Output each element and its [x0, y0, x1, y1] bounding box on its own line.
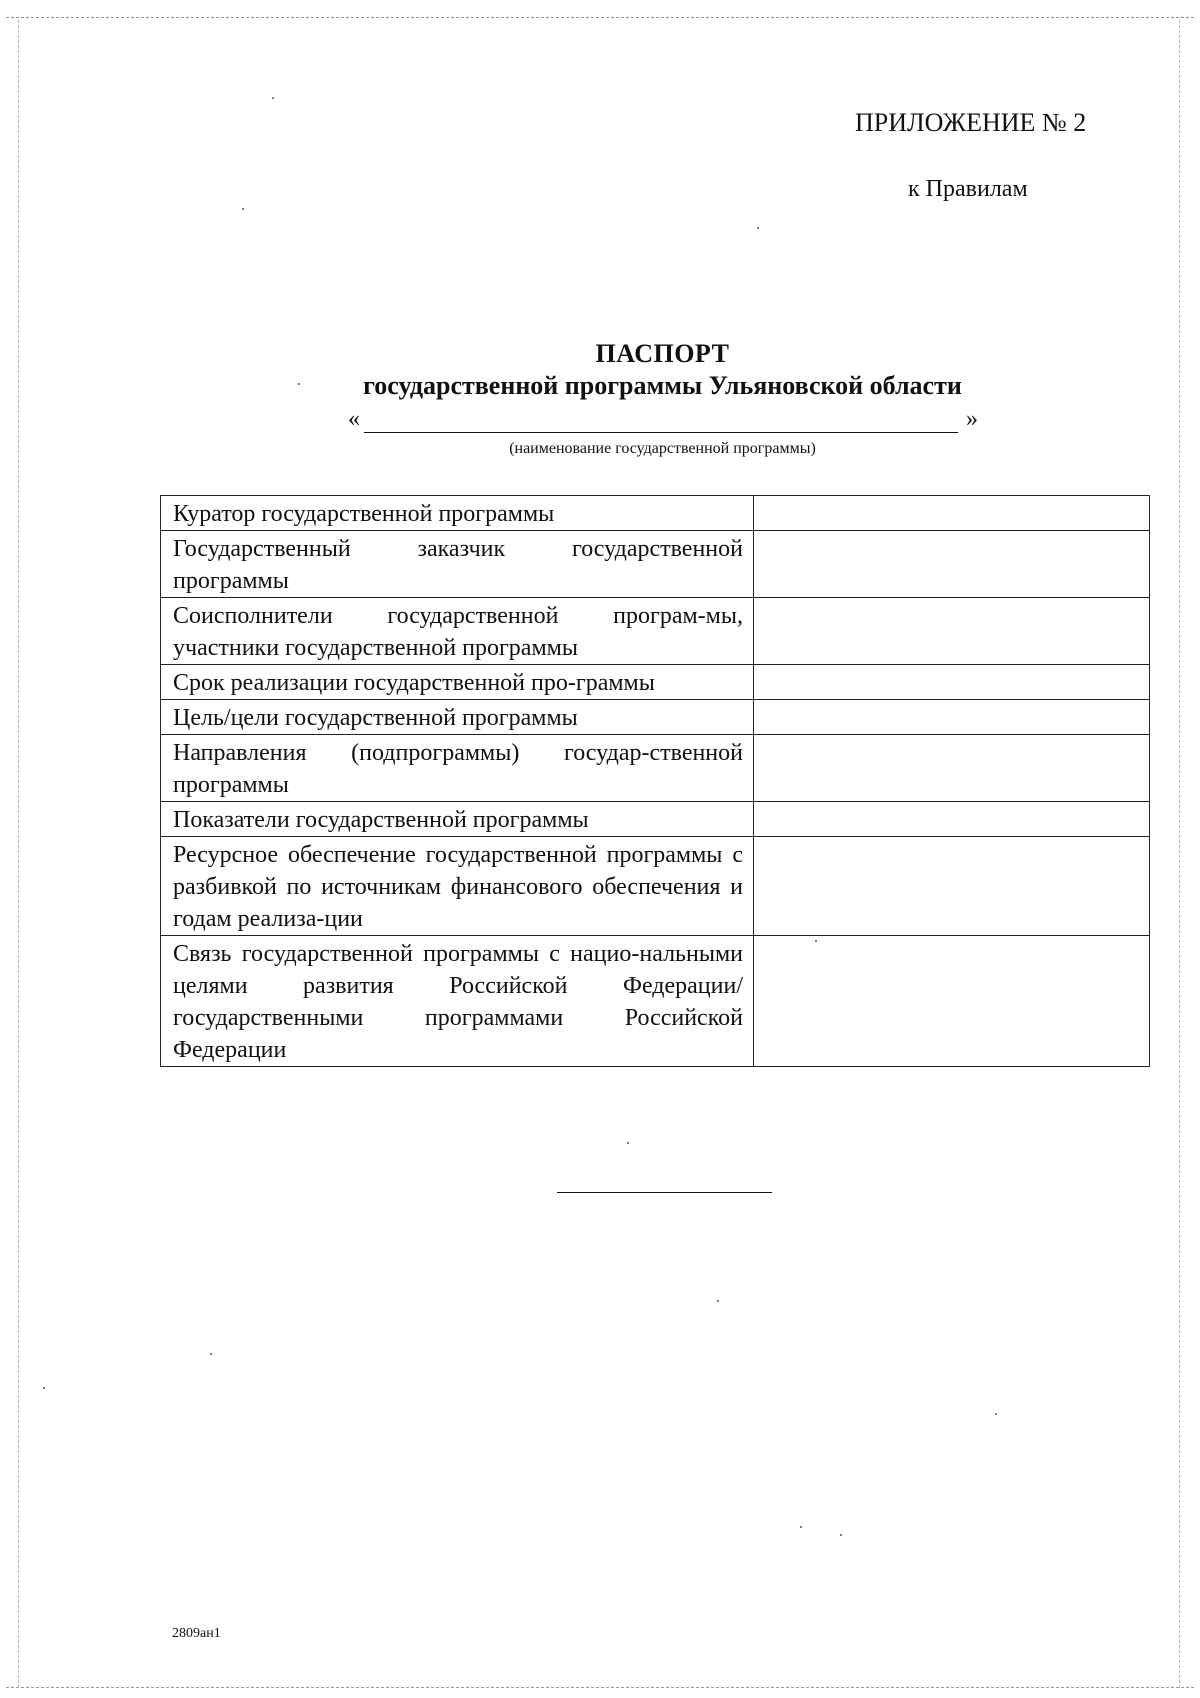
table-row — [161, 531, 1150, 598]
quote-close: » — [966, 406, 978, 432]
passport-table — [160, 495, 1150, 1067]
row-label-directions: Направления (подпрограммы) государ-ственной программы — [161, 735, 754, 802]
program-name-hint: (наименование государственной программы) — [509, 440, 816, 457]
scan-speck — [272, 97, 274, 99]
row-value-indicators — [754, 802, 1150, 837]
scan-speck — [800, 1526, 802, 1528]
row-value-goals — [754, 700, 1150, 735]
row-label-curator: Куратор государственной программы — [161, 496, 754, 531]
row-label-national-goals: Связь государственной программы с нацио-нальными целями развития Российской Федерации/государственными программами Российской Федерации — [161, 936, 754, 1067]
table-row — [161, 700, 1150, 735]
row-value-coexecutors — [754, 598, 1150, 665]
scan-speck — [840, 1534, 842, 1536]
program-name-blank — [364, 432, 958, 433]
row-label-term: Срок реализации государственной про-граммы — [161, 665, 754, 700]
appendix-number: ПРИЛОЖЕНИЕ № 2 — [855, 108, 1087, 137]
document-code: 2809ан1 — [172, 1626, 221, 1641]
scan-border-bottom — [6, 1687, 1194, 1688]
quote-open: « — [348, 406, 360, 432]
row-value-national-goals — [754, 936, 1150, 1067]
scan-speck — [43, 1387, 45, 1389]
appendix-to: к Правилам — [908, 176, 1028, 202]
end-separator-line — [557, 1192, 772, 1193]
scan-speck — [210, 1353, 212, 1355]
row-label-goals: Цель/цели государственной программы — [161, 700, 754, 735]
row-label-customer: Государственный заказчик государственной программы — [161, 531, 754, 598]
table-row — [161, 496, 1150, 531]
row-value-directions — [754, 735, 1150, 802]
program-name-line — [348, 406, 978, 436]
table-row — [161, 665, 1150, 700]
scan-speck — [717, 1300, 719, 1302]
scan-speck — [627, 1142, 629, 1144]
table-row — [161, 598, 1150, 665]
table-row — [161, 936, 1150, 1067]
document-title: ПАСПОРТ — [595, 339, 730, 368]
table-row — [161, 802, 1150, 837]
document-subtitle: государственной программы Ульяновской области — [363, 371, 962, 400]
row-label-coexecutors: Соисполнители государственной програм-мы, участники государственной программы — [161, 598, 754, 665]
row-value-term — [754, 665, 1150, 700]
row-label-resources: Ресурсное обеспечение государственной программы с разбивкой по источникам финансового обеспечения и годам реализа-ции — [161, 837, 754, 936]
row-label-indicators: Показатели государственной программы — [161, 802, 754, 837]
scan-speck — [995, 1413, 997, 1415]
scan-speck — [757, 227, 759, 229]
table-row — [161, 837, 1150, 936]
scan-border-top — [6, 17, 1194, 18]
row-value-curator — [754, 496, 1150, 531]
row-value-customer — [754, 531, 1150, 598]
scan-speck — [242, 208, 244, 210]
table-row — [161, 735, 1150, 802]
scan-border-left — [18, 20, 19, 1688]
scan-border-right — [1179, 20, 1180, 1688]
row-value-resources — [754, 837, 1150, 936]
